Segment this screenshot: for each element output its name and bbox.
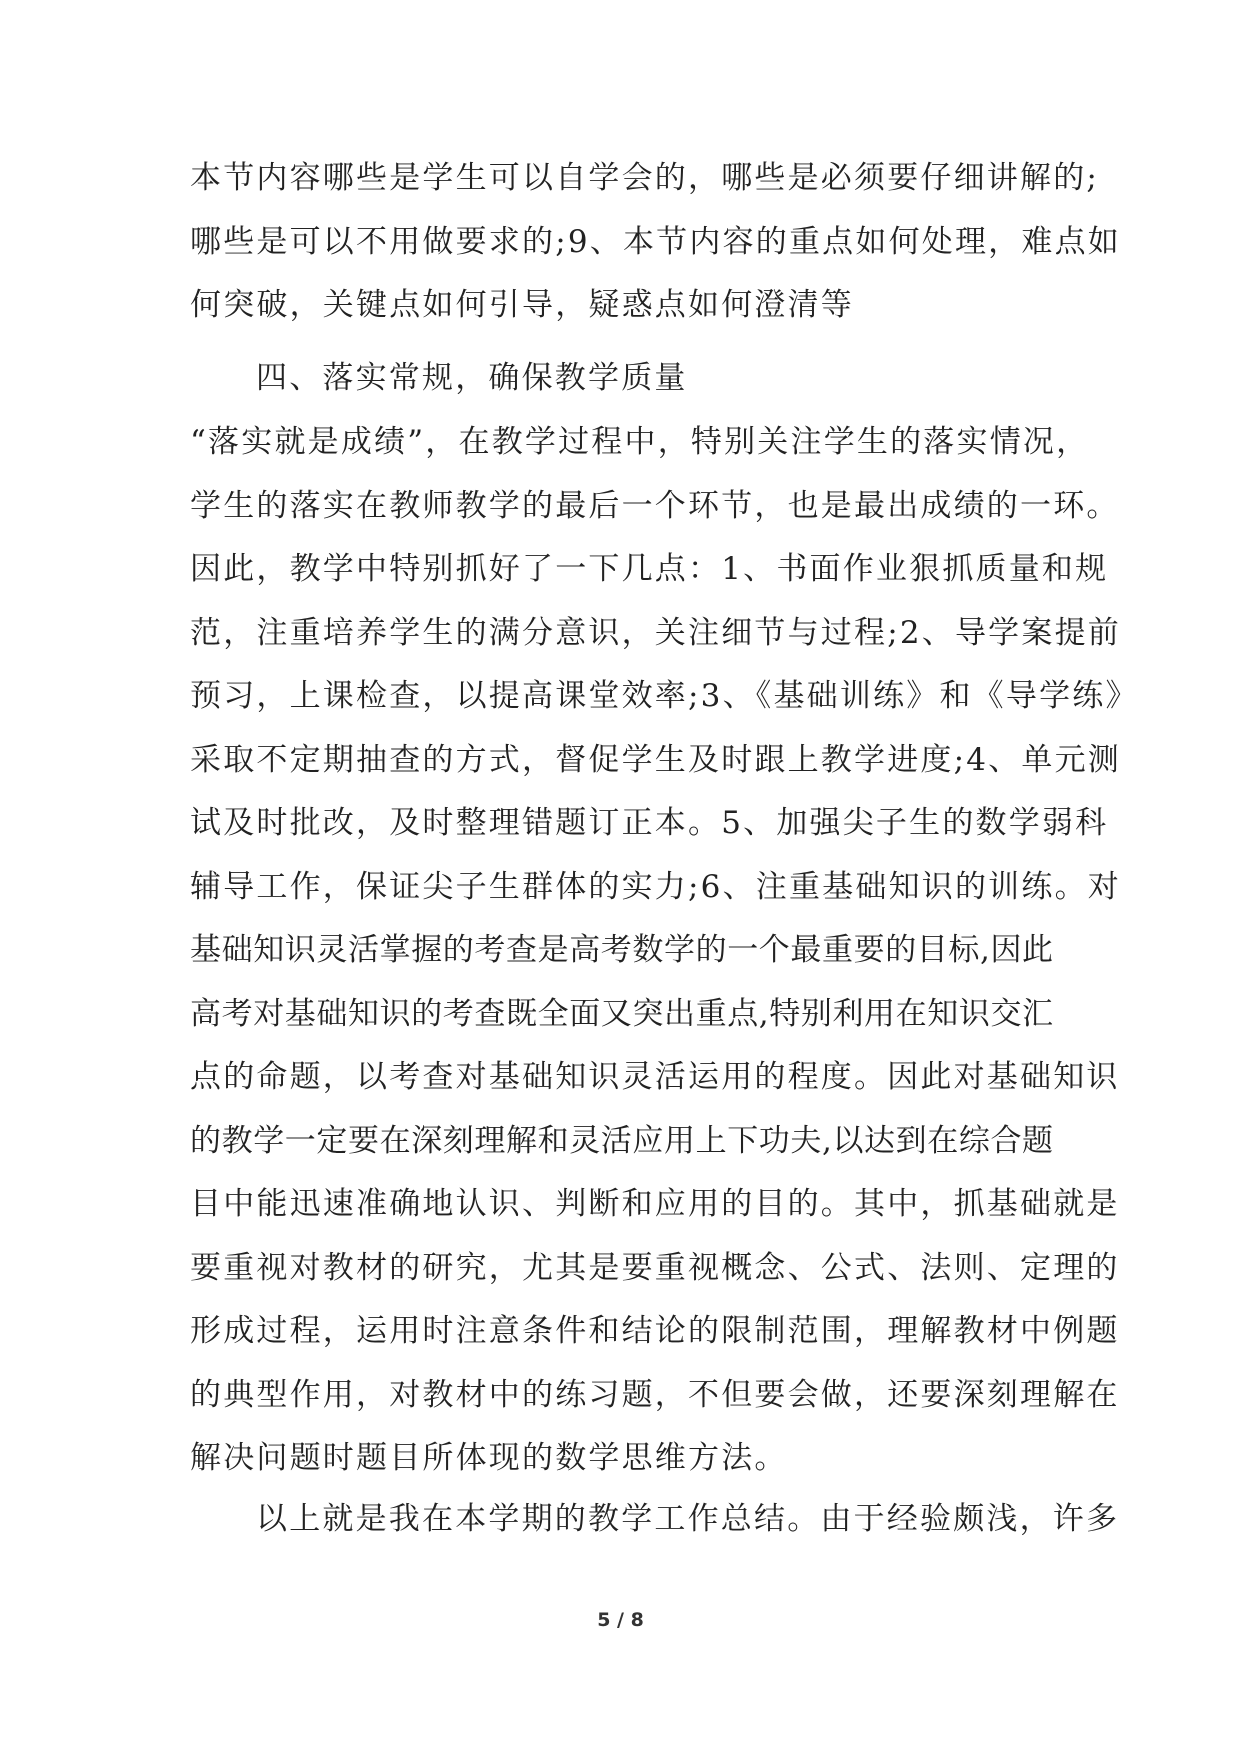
text-line: 的教学一定要在深刻理解和灵活应用上下功夫,以达到在综合题 [190, 1122, 1054, 1159]
text-line: 目中能迅速准确地认识、判断和应用的目的。其中，抓基础就是 [190, 1186, 1120, 1222]
text-line: 高考对基础知识的考查既全面又突出重点,特别利用在知识交汇 [190, 995, 1054, 1032]
paragraph-continued [190, 147, 1121, 338]
text-line: 本节内容哪些是学生可以自学会的，哪些是必须要仔细讲解的; [190, 160, 1100, 196]
text-line: 范，注重培养学生的满分意识，关注细节与过程;2、导学案提前 [190, 614, 1121, 651]
text-line: 因此，教学中特别抓好了一下几点：1、书面作业狠抓质量和规 [190, 551, 1109, 587]
text-line: “落实就是成绩”，在教学过程中，特别关注学生的落实情况， [190, 424, 1090, 460]
paragraph-main [190, 411, 1139, 1491]
text-line: 哪些是可以不用做要求的;9、本节内容的重点如何处理，难点如 [190, 223, 1121, 260]
text-line: 辅导工作，保证尖子生群体的实力;6、注重基础知识的训练。对 [190, 868, 1121, 905]
text-line: 形成过程，运用时注意条件和结论的限制范围，理解教材中例题 [190, 1313, 1120, 1349]
text-line: 的典型作用，对教材中的练习题，不但要会做，还要深刻理解在 [190, 1376, 1120, 1413]
text-line: 要重视对教材的研究，尤其是要重视概念、公式、法则、定理的 [190, 1249, 1120, 1286]
text-line: 点的命题，以考查对基础知识灵活运用的程度。因此对基础知识 [190, 1059, 1120, 1095]
section-heading: 四、落实常规，确保教学质量 [256, 360, 688, 396]
page-number: 5 / 8 [597, 1609, 644, 1631]
text-line: 学生的落实在教师教学的最后一个环节，也是最出成绩的一环。 [190, 487, 1120, 524]
text-line: 预习，上课检查，以提高课堂效率;3、《基础训练》和《导学练》 [190, 678, 1139, 714]
text-line: 采取不定期抽查的方式，督促学生及时跟上教学进度;4、单元测 [190, 741, 1121, 778]
text-line: 基础知识灵活掌握的考查是高考数学的一个最重要的目标,因此 [190, 932, 1054, 968]
closing-paragraph: 以上就是我在本学期的教学工作总结。由于经验颇浅，许多 [256, 1501, 1120, 1537]
text-line: 解决问题时题目所体现的数学思维方法。 [190, 1440, 788, 1476]
text-line: 试及时批改，及时整理错题订正本。5、加强尖子生的数学弱科 [190, 805, 1109, 841]
text-line: 何突破，关键点如何引导，疑惑点如何澄清等 [190, 287, 854, 323]
